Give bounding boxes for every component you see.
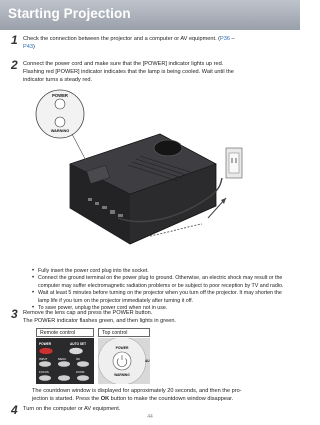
step-1-line: Check the connection between the projector and a computer or AV equipment. ( (23, 36, 221, 42)
step-2-heading: Connect the power cord and make sure that the [POWER] indicator lights up red. (23, 61, 224, 67)
remote-ok-label: OK (76, 357, 81, 361)
remote-control-panel (36, 338, 94, 384)
bullet-item: • To save power, unplug the power cord when not in use. (32, 305, 290, 312)
step-4-number: 4 (11, 403, 18, 417)
remote-autoset-label: AUTO SET (70, 342, 87, 346)
svg-text:AU: AU (145, 359, 150, 363)
page-title: Starting Projection (8, 6, 131, 21)
step-3-heading: Remove the lens cap and press the POWER button. (23, 310, 153, 316)
step-4-heading: Turn on the computer or AV equipment. (23, 406, 121, 412)
remote-zoom-button[interactable] (77, 375, 89, 381)
remote-zoom-label: ZOOM (76, 370, 85, 374)
link-p43[interactable]: P43 (23, 43, 33, 50)
countdown-line1: The countdown window is displayed for approximately 20 seconds, and then the pro- (32, 388, 242, 394)
remote-extra-button[interactable] (58, 375, 70, 381)
remote-input-button[interactable] (39, 361, 51, 367)
remote-menu-button[interactable] (58, 361, 70, 367)
countdown-line2 (32, 396, 297, 404)
remote-menu-label: MENU (58, 357, 67, 361)
top-power-button[interactable] (113, 352, 131, 370)
bullet-item: • Connect the ground terminal on the power plug to ground. Otherwise, an electric shock may result or the computer may suffer electromagnetic radiation problems or be subject to poor reception by TV and radio. (32, 275, 290, 290)
countdown-prefix: jection is started. Press the (32, 396, 101, 402)
link-p36[interactable]: P36 (220, 36, 230, 42)
callout-warning-label: WARNING (50, 129, 70, 133)
bullet-item: • Fully insert the power cord plug into the socket. (32, 268, 290, 275)
step-1-close: ) (32, 43, 35, 50)
step-2-number: 2 (11, 58, 18, 72)
step-1-number: 1 (11, 33, 18, 47)
step-1-text (23, 36, 293, 51)
callout-power-label: POWER (52, 93, 68, 98)
top-control-panel (98, 338, 150, 384)
remote-autoset-button[interactable] (69, 348, 83, 355)
page-header (0, 0, 300, 30)
step-3-desc: The POWER indicator flashes green, and then lights in green. (23, 318, 176, 324)
step-2-desc-line2: indicator turns a steady red. (23, 77, 93, 83)
remote-power-label: POWER (39, 342, 52, 346)
top-warning-label: WARNING (114, 373, 130, 377)
remote-focus-button[interactable] (39, 375, 51, 381)
top-power-label: POWER (115, 346, 129, 350)
top-control-caption: Top control (98, 328, 150, 337)
remote-focus-label: FOCUS (39, 370, 49, 374)
step-1-dash: – (230, 36, 235, 42)
remote-input-label: INPUT (39, 357, 48, 361)
bullet-item: • Wait at least 5 minutes before turning on the projector when you turn off the projector. It may shorten the lamp life if you turn on the projector immediately after turning it off. (32, 290, 290, 305)
countdown-ok: OK (100, 396, 110, 402)
remote-ok-button[interactable] (77, 361, 89, 367)
projector-illustration (30, 86, 262, 264)
page-number: 44 (147, 414, 153, 420)
step-3-number: 3 (11, 307, 18, 321)
remote-power-button[interactable] (39, 348, 53, 355)
step-2-desc-line1: Flashing red [POWER] indicator indicates that the lamp is being cooled. Wait until the (23, 69, 234, 75)
remote-control-caption: Remote control (36, 328, 94, 337)
step-2-bullet-list (32, 268, 290, 312)
countdown-suffix: button to make the countdown window disappear. (109, 396, 234, 402)
